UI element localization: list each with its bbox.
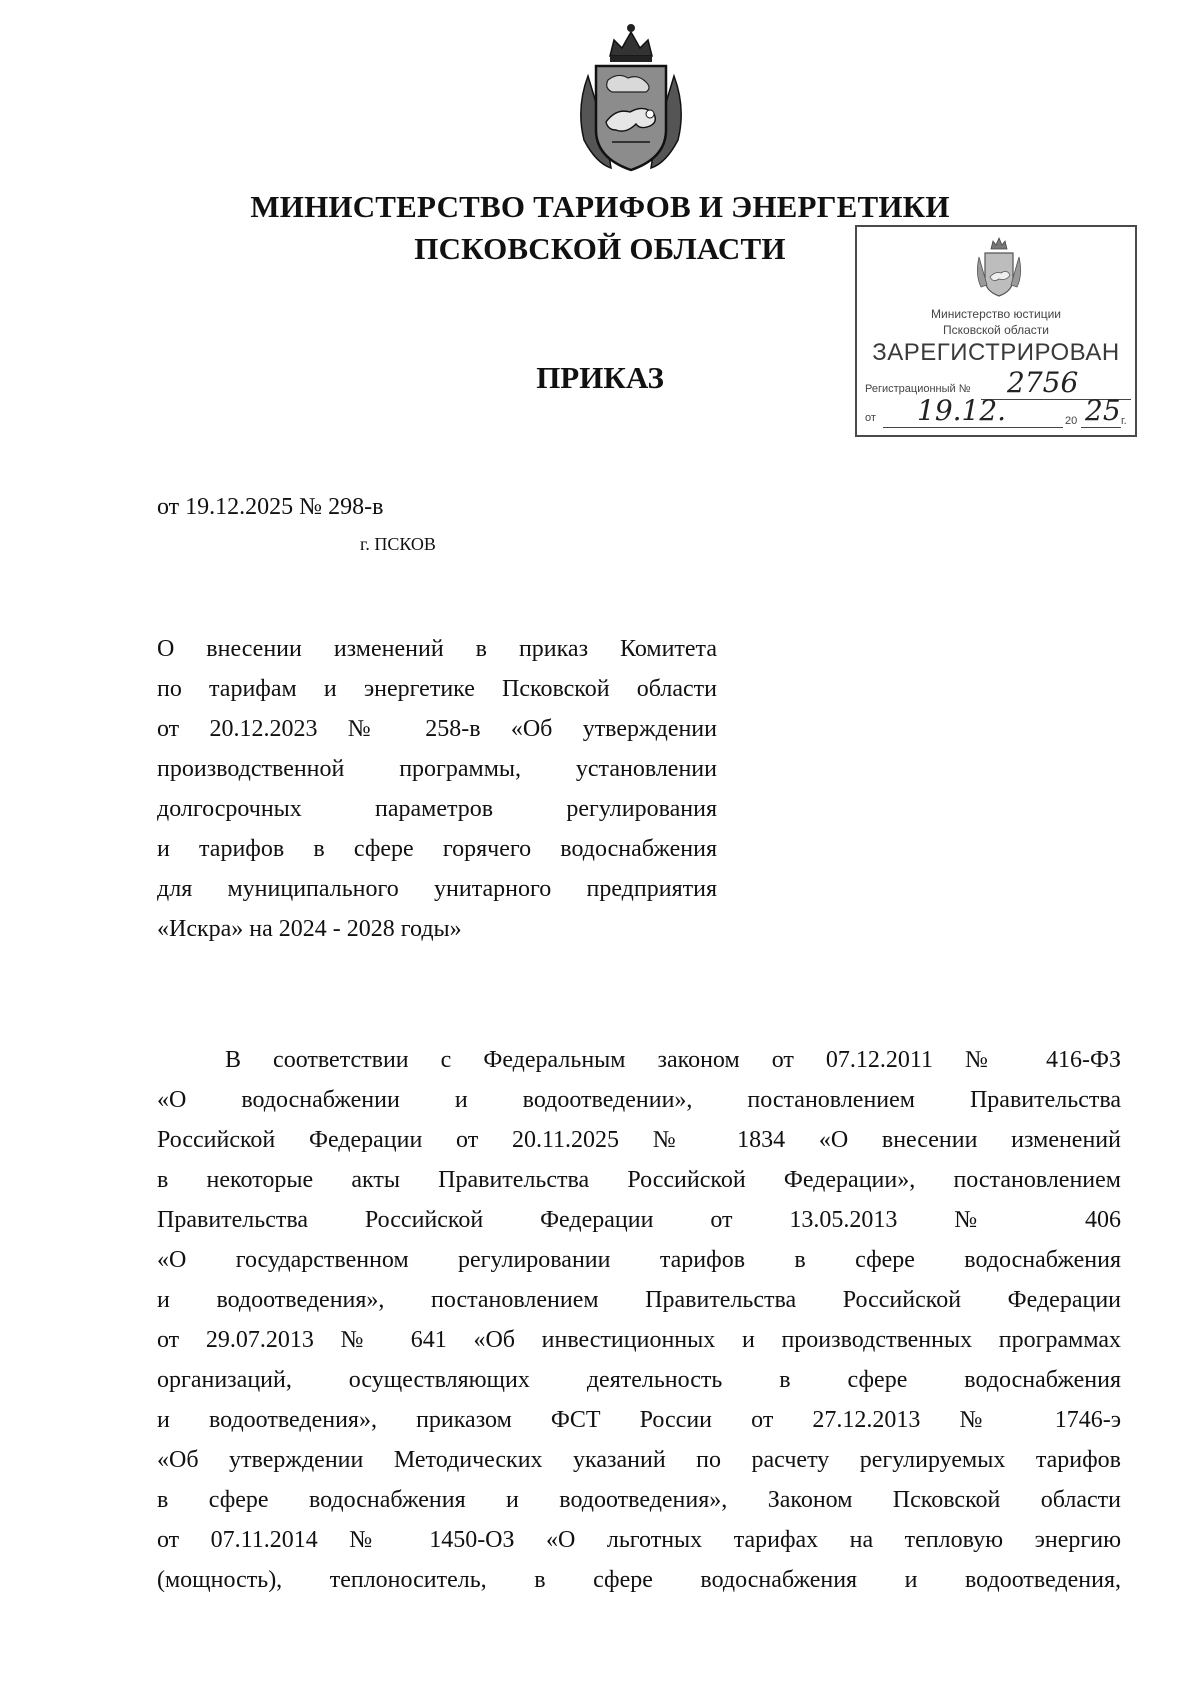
ministry-name-line2: ПСКОВСКОЙ ОБЛАСТИ [414, 231, 786, 266]
subject-line: «Искра» на 2024 - 2028 годы» [157, 916, 462, 942]
stamp-coat-of-arms-icon [973, 235, 1025, 299]
registration-stamp [855, 225, 1137, 437]
subject-line: по тарифам и энергетике Псковской области [157, 676, 717, 702]
body-line: (мощность), теплоноситель, в сфере водоснабжения и водоотведения, [157, 1567, 1121, 1593]
body-line: «Об утверждении Методических указаний по расчету регулируемых тарифов [157, 1447, 1121, 1473]
stamp-year-value: 25 [1085, 394, 1121, 427]
body-line: Правительства Российской Федерации от 13.05.2013 № 406 [157, 1207, 1121, 1233]
subject-line: для муниципального унитарного предприятия [157, 876, 717, 902]
body-line: в некоторые акты Правительства Российской Федерации», постановлением [157, 1167, 1121, 1193]
document-type-title: ПРИКАЗ [536, 360, 664, 395]
stamp-org-line1: Министерство юстиции [931, 307, 1061, 321]
body-line: и водоотведения», приказом ФСТ России от 27.12.2013 № 1746-э [157, 1407, 1121, 1433]
body-line: и водоотведения», постановлением Правительства Российской Федерации [157, 1287, 1121, 1313]
body-line: от 07.11.2014 № 1450-ОЗ «О льготных тарифах на тепловую энергию [157, 1527, 1121, 1553]
stamp-date-underline [883, 427, 1063, 428]
stamp-year-suffix: г. [1121, 415, 1127, 427]
stamp-year-underline [1081, 427, 1121, 428]
body-line: «О водоснабжении и водоотведении», постановлением Правительства [157, 1087, 1121, 1113]
stamp-reg-label: Регистрационный № [865, 383, 971, 395]
body-line: организаций, осуществляющих деятельность в сфере водоснабжения [157, 1367, 1121, 1393]
subject-line: от 20.12.2023 № 258-в «Об утверждении [157, 716, 717, 742]
body-line: В соответствии с Федеральным законом от 07.12.2011 № 416-ФЗ [225, 1047, 1121, 1073]
stamp-org-line2: Псковской области [943, 323, 1049, 337]
body-line: Российской Федерации от 20.11.2025 № 1834 «О внесении изменений [157, 1127, 1121, 1153]
order-subject [157, 629, 717, 949]
order-date-number: от 19.12.2025 № 298-в [157, 494, 384, 520]
stamp-reg-number: 2756 [1007, 366, 1079, 399]
order-body-paragraph [157, 1040, 1121, 1600]
body-line: в сфере водоснабжения и водоотведения», Законом Псковской области [157, 1487, 1121, 1513]
subject-line: О внесении изменений в приказ Комитета [157, 636, 717, 662]
coat-of-arms-emblem [566, 18, 696, 178]
order-city: г. ПСКОВ [360, 534, 436, 554]
stamp-year-prefix: 20 [1065, 415, 1078, 427]
subject-line: производственной программы, установлении [157, 756, 717, 782]
body-line: от 29.07.2013 № 641 «Об инвестиционных и производственных программах [157, 1327, 1121, 1353]
stamp-status: ЗАРЕГИСТРИРОВАН [872, 339, 1120, 366]
stamp-date-value: 19.12. [917, 394, 1007, 427]
subject-line: долгосрочных параметров регулирования [157, 796, 717, 822]
subject-line: и тарифов в сфере горячего водоснабжения [157, 836, 717, 862]
stamp-date-label: от [865, 412, 876, 424]
ministry-name-line1: МИНИСТЕРСТВО ТАРИФОВ И ЭНЕРГЕТИКИ [250, 189, 950, 224]
body-line: «О государственном регулировании тарифов в сфере водоснабжения [157, 1247, 1121, 1273]
